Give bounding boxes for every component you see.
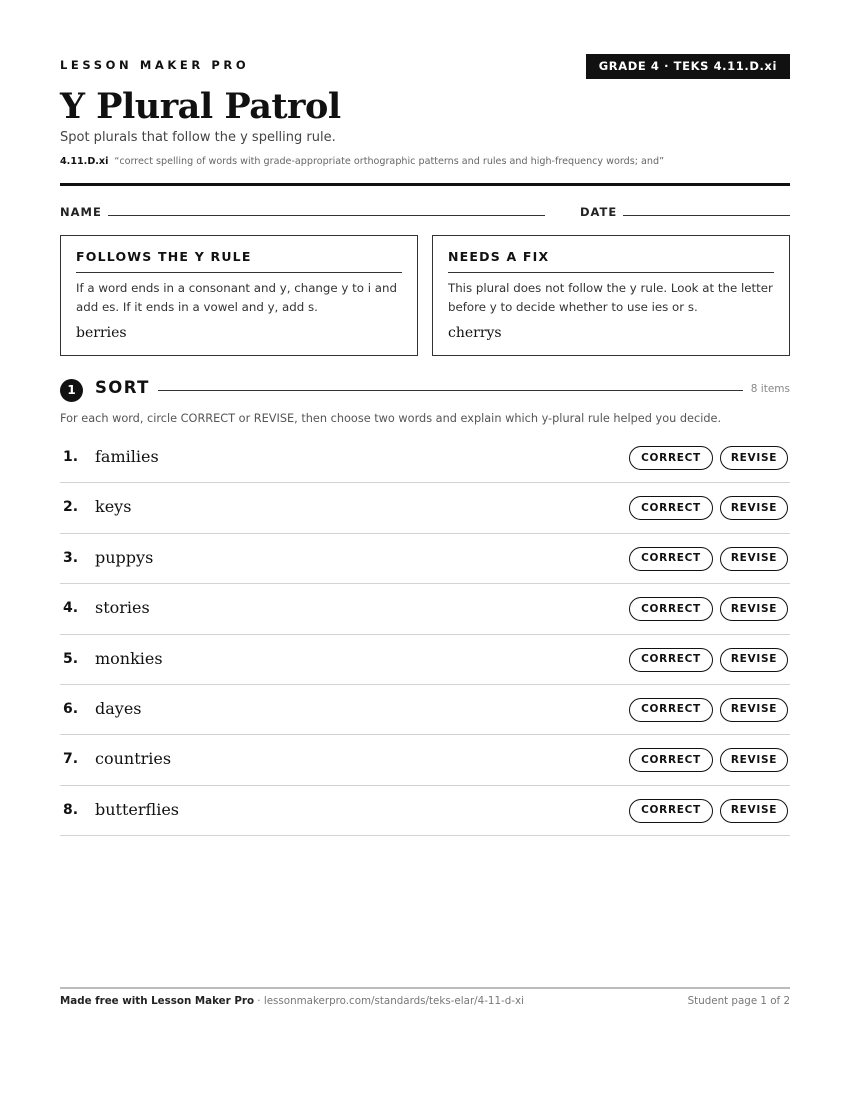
page-title: Y Plural Patrol [60, 86, 341, 127]
correct-button[interactable]: CORRECT [629, 648, 713, 672]
correct-button[interactable]: CORRECT [629, 597, 713, 621]
revise-button[interactable]: REVISE [720, 748, 788, 772]
footer-page-number: Student page 1 of 2 [687, 995, 790, 1007]
item-word: stories [95, 598, 150, 618]
item-number: 5. [63, 650, 79, 667]
section-number-badge: 1 [60, 379, 83, 402]
item-number: 1. [63, 449, 79, 465]
list-item [60, 433, 790, 483]
worksheet-page [60, 0, 790, 1100]
list-item [60, 584, 790, 634]
item-number: 3. [63, 549, 79, 566]
footer-url[interactable]: lessonmakerpro.com/standards/teks-elar/4-11-d-xi [263, 995, 524, 1007]
section-title: SORT [95, 378, 150, 397]
rule-box-follows [60, 235, 418, 356]
name-label: NAME [60, 205, 102, 219]
item-number: 4. [63, 600, 79, 617]
footer-credit [60, 995, 524, 1007]
revise-button[interactable]: REVISE [720, 648, 788, 672]
revise-button[interactable]: REVISE [720, 446, 788, 470]
list-item [60, 685, 790, 735]
footer-brand: Made free with Lesson Maker Pro [60, 995, 255, 1007]
standard-text: “correct spelling of words with grade-appropriate orthographic patterns and rules and high-frequency words; and” [114, 156, 665, 167]
footer-divider [60, 987, 790, 989]
item-word: monkies [95, 648, 163, 668]
correct-button[interactable]: CORRECT [629, 547, 713, 571]
grade-badge: GRADE 4 · TEKS 4.11.D.xi [586, 54, 790, 79]
item-number: 6. [63, 700, 79, 717]
item-number: 8. [63, 801, 79, 818]
rule-box-example: berries [76, 325, 127, 341]
footer-separator: · [254, 995, 264, 1007]
list-item [60, 483, 790, 533]
item-number: 7. [63, 751, 79, 768]
header-divider [60, 183, 790, 186]
rule-box-heading: FOLLOWS THE Y RULE [76, 249, 402, 273]
list-item [60, 635, 790, 685]
page-subtitle: Spot plurals that follow the y spelling rule. [60, 130, 336, 145]
section-instructions: For each word, circle CORRECT or REVISE, then choose two words and explain which y-plural rule helped you decide. [60, 412, 722, 425]
correct-button[interactable]: CORRECT [629, 698, 713, 722]
correct-button[interactable]: CORRECT [629, 496, 713, 520]
item-word: families [95, 447, 159, 466]
standard-code: 4.11.D.xi [60, 156, 109, 167]
rule-box-text: If a word ends in a consonant and y, change y to i and add es. If it ends in a vowel and y, add s. [76, 281, 397, 314]
date-label: DATE [580, 205, 618, 219]
item-word: countries [95, 749, 172, 769]
item-word: dayes [95, 698, 142, 718]
item-word: butterflies [95, 799, 179, 819]
revise-button[interactable]: REVISE [720, 496, 788, 520]
section-divider [158, 390, 743, 391]
revise-button[interactable]: REVISE [720, 597, 788, 621]
brand-name: LESSON MAKER PRO [60, 58, 250, 72]
revise-button[interactable]: REVISE [720, 547, 788, 571]
list-item [60, 786, 790, 836]
rule-box-text: This plural does not follow the y rule. Look at the letter before y to decide whether to use ies or s. [448, 281, 773, 314]
standard-line [60, 156, 664, 167]
revise-button[interactable]: REVISE [720, 799, 788, 823]
correct-button[interactable]: CORRECT [629, 748, 713, 772]
revise-button[interactable]: REVISE [720, 698, 788, 722]
item-word: keys [95, 497, 132, 517]
rule-box-heading: NEEDS A FIX [448, 249, 774, 273]
word-list [60, 433, 790, 836]
list-item [60, 735, 790, 785]
item-word: puppys [95, 547, 154, 567]
correct-button[interactable]: CORRECT [629, 799, 713, 823]
item-number: 2. [63, 499, 79, 516]
section-item-count: 8 items [750, 383, 790, 395]
correct-button[interactable]: CORRECT [629, 446, 713, 470]
date-field[interactable] [623, 215, 790, 216]
list-item [60, 534, 790, 584]
name-field[interactable] [108, 215, 545, 216]
rule-box-needs-fix [432, 235, 790, 356]
rule-box-example: cherrys [448, 325, 502, 341]
